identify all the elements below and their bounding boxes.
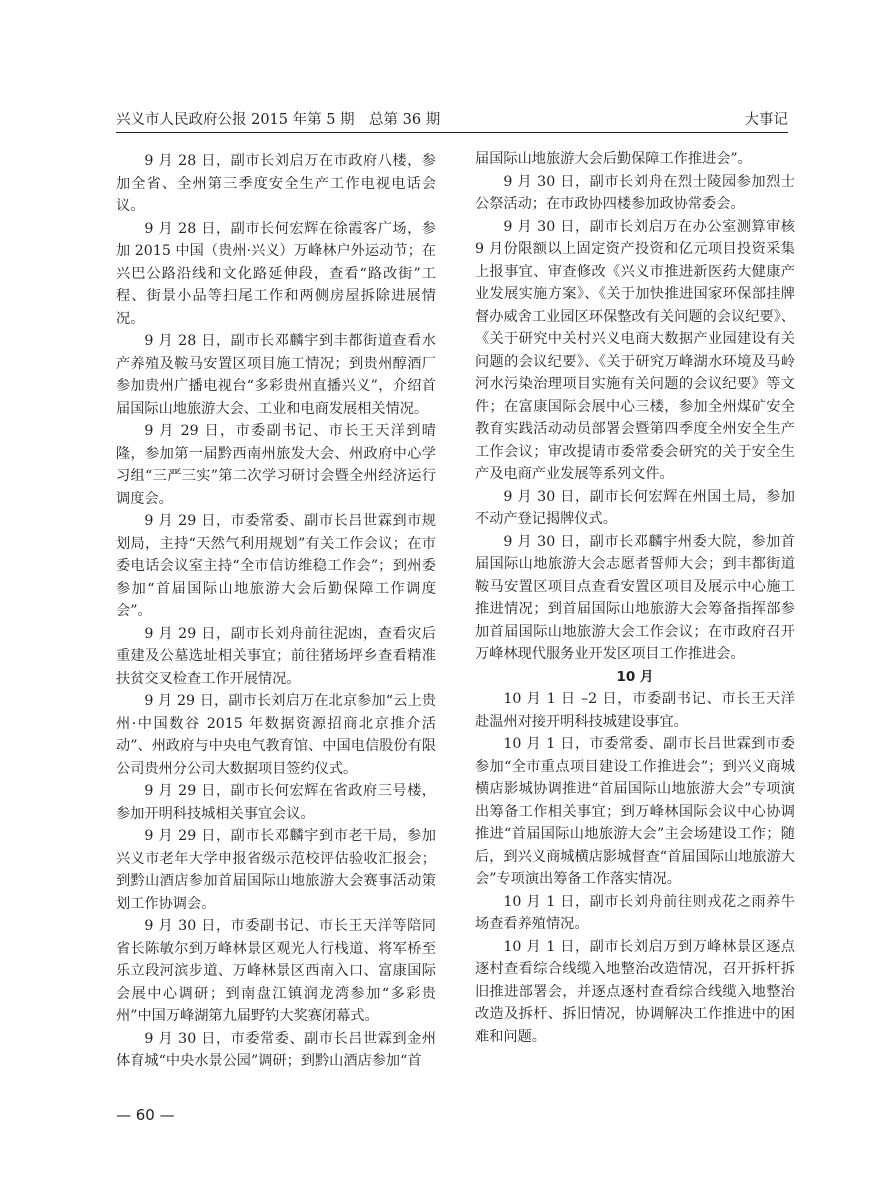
event-entry: 9 月 30 日，市委副书记、市长王天洋等陪同省长陈敏尔到万峰林景区观光人行栈道、将军桥至乐立段河滨步道、万峰林景区西南入口、富康国际会展中心调研；到南盘江镇润龙湾参加“多彩贵州”中国万峰湖第九届野钓大奖赛闭幕式。 [116,918,436,1024]
left-column [116,150,436,1073]
event-entry: 9 月 29 日，市委副书记、市长王天洋到晴隆，参加第一届黔西南州旅发大会、州政府中心学习组“三严三实”第二次学习研讨会暨全州经济运行调度会。 [116,423,436,507]
event-entry: 10 月 1 日，副市长刘启万到万峰林景区逐点逐村查看综合线缆入地整治改造情况，召开拆杆拆旧推进部署会，并逐点逐村查看综合线缆入地整治改造及拆杆、拆旧情况，协调解决工作推进中的困难和问题。 [475,938,795,1045]
event-entry: 9 月 30 日，副市长邓麟宇州委大院，参加首届国际山地旅游大会志愿者誓师大会；到丰都街道鞍马安置区项目点查看安置区项目及展示中心施工推进情况；到首届国际山地旅游大会筹备指挥部参加首届国际山地旅游大会工作会议；在市政府召开万峰林现代服务业开发区项目工作推进会。 [475,533,795,662]
event-entry: 9 月 29 日，副市长刘启万在北京参加“云上贵州·中国数谷 2015 年数据资源招商北京推介活动”、州政府与中央电气教育馆、中国电信股份有限公司贵州分公司大数据项目签约仪式。 [116,693,436,777]
event-entry: 9 月 29 日，副市长刘舟前往泥凼，查看灾后重建及公墓选址相关事宜；前往猪场坪乡查看精准扶贫交叉检查工作开展情况。 [116,625,436,687]
page-header [116,108,788,132]
event-entry: 10 月 1 日，副市长刘舟前往则戎花之雨养牛场查看养殖情况。 [475,893,795,932]
right-column [475,148,795,1048]
publication-title: 兴义市人民政府公报 2015 年第 5 期 总第 36 期 [116,112,441,128]
event-entry: 9 月 29 日，副市长邓麟宇到市老干局，参加兴义市老年大学申报省级示范校评估验收汇报会；到黔山酒店参加首届国际山地旅游大会赛事活动策划工作协调会。 [116,828,436,912]
event-entry: 9 月 28 日，副市长刘启万在市政府八楼，参加全省、全州第三季度安全生产工作电视电话会议。 [116,153,436,214]
event-entry: 9 月 29 日，副市长何宏辉在省政府三号楼，参加开明科技城相关事宜会议。 [116,783,436,822]
event-entry: 9 月 28 日，副市长何宏辉在徐霞客广场，参加 2015 中国（贵州·兴义）万峰林户外运动节；在兴巴公路沿线和文化路延伸段，查看“路改街”工程、街景小品等扫尾工作和两侧房屋拆除进展情况。 [116,220,436,327]
event-entry: 9 月 30 日，副市长刘启万在办公室测算审核 9 月份限额以上固定资产投资和亿元项目投资采集上报事宜、审查修改《兴义市推进新医药大健康产业发展实施方案》、《关于加快推进国家环保部挂牌督办威舍工业园区环保整改有关问题的会议纪要》、《关于研究中关村兴义电商大数据产业园建设有关问题的会议纪要》、《关于研究万峰湖水环境及马岭河水污染治理项目实施有关问题的会议纪要》等文件；在富康国际会展中心三楼，参加全州煤矿安全教育实践活动动员部署会暨第四季度全州安全生产工作会议；审改提请市委常委会研究的关于安全生产及电商产业发展等系列文件。 [475,218,795,482]
event-entry: 9 月 29 日，市委常委、副市长吕世霖到市规划局，主持“天然气利用规划”有关工作会议；在市委电话会议室主持“全市信访维稳工作会”；到州委参加“首届国际山地旅游大会后勤保障工作调度会”。 [116,513,436,619]
event-entry: 10 月 1 日 –2 日，市委副书记、市长王天洋赴温州对接开明科技城建设事宜。 [475,691,795,730]
month-heading: 10 月 [616,668,654,685]
event-entry-continued: 届国际山地旅游大会后勤保障工作推进会”。 [475,151,752,167]
event-entry: 10 月 1 日，市委常委、副市长吕世霖到市委参加“全市重点项目建设工作推进会”；到兴义商城横店影城协调推进“首届国际山地旅游大会”专项演出筹备工作相关事宜；到万峰林国际会议中心协调推进“首届国际山地旅游大会”主会场建设工作；随后，到兴义商城横店影城督查“首届国际山地旅游大会”专项演出筹备工作落实情况。 [475,736,795,887]
page-number: — 60 — [116,1106,175,1124]
event-entry: 9 月 30 日，副市长何宏辉在州国土局，参加不动产登记揭牌仪式。 [475,488,795,527]
header-rule [116,132,788,133]
event-entry: 9 月 28 日，副市长邓麟宇到丰都街道查看水产养殖及鞍马安置区项目施工情况；到贵州醇酒厂参加贵州广播电视台“多彩贵州直播兴义”，介绍首届国际山地旅游大会、工业和电商发展相关情况。 [116,333,436,417]
event-entry: 9 月 30 日，副市长刘舟在烈士陵园参加烈士公祭活动；在市政协四楼参加政协常委会。 [475,173,795,212]
event-entry: 9 月 30 日，市委常委、副市长吕世霖到金州体育城“中央水景公园”调研；到黔山酒店参加“首 [116,1030,436,1069]
section-title: 大事记 [744,112,788,128]
